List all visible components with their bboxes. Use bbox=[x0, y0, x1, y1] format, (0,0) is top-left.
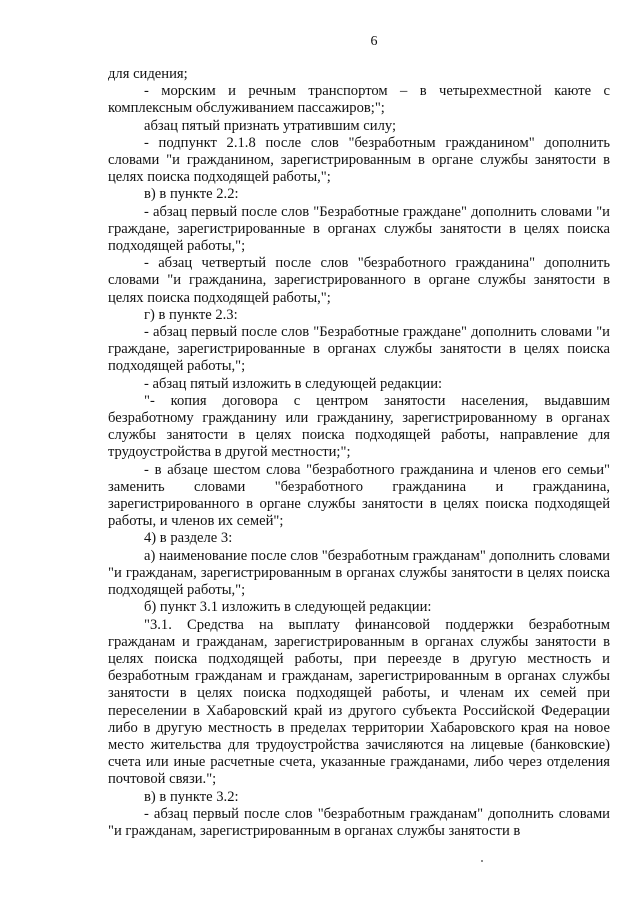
paragraph: б) пункт 3.1 изложить в следующей редакции: bbox=[144, 599, 432, 616]
paragraph: в) в пункте 2.2: bbox=[144, 186, 239, 203]
paragraph: - абзац первый после слов "Безработные граждане" дополнить словами "и граждане, зарегистрированные в органах службы занятости в целях поиска подходящей работы,"; bbox=[108, 203, 610, 255]
paragraph: - подпункт 2.1.8 после слов "безработным гражданином" дополнить словами "и гражданином, зарегистрированным в органе службы занятости в целях поиска подходящей работы,"; bbox=[108, 134, 610, 186]
paragraph: г) в пункте 2.3: bbox=[144, 306, 238, 323]
page-number: 6 bbox=[370, 34, 378, 49]
paragraph: - в абзаце шестом слова "безработного гражданина и членов его семьи" заменить словами "безработного гражданина и гражданина, зарегистрированного в органе службы занятости в целях поиска подходящей работы, и членов их семей"; bbox=[108, 461, 610, 530]
scan-speck bbox=[481, 860, 483, 862]
paragraph: "3.1. Средства на выплату финансовой поддержки безработным гражданам и гражданам, зарегистрированным в органах службы занятости в целях поиска подходящей работы, при переезде в другую местность и безработным гражданам и гражданам, зарегистрированным в органах службы занятости в целях поиска подходящей работы, и членам их семей при переселении в Хабаровский край из другого субъекта Российской Федерации либо в другую местность в пределах территории Хабаровского края на новое место жительства для трудоустройства зачисляются на лицевые (банковские) счета или иные расчетные счета, указанные гражданами, либо через отделения почтовой связи."; bbox=[108, 616, 610, 788]
paragraph: - абзац пятый изложить в следующей редакции: bbox=[144, 375, 443, 392]
paragraph: для сидения; bbox=[108, 66, 188, 82]
paragraph: абзац пятый признать утратившим силу; bbox=[144, 117, 397, 134]
paragraph: 4) в разделе 3: bbox=[144, 530, 233, 547]
document-body bbox=[108, 66, 610, 840]
paragraph: - абзац первый после слов "безработным гражданам" дополнить словами "и гражданам, зарегистрированным в органах службы занятости в bbox=[108, 805, 610, 839]
paragraph: - абзац четвертый после слов "безработного гражданина" дополнить словами "и гражданина, зарегистрированного в органе службы занятости в целях поиска подходящей работы,"; bbox=[108, 255, 610, 306]
paragraph: в) в пункте 3.2: bbox=[144, 788, 239, 805]
paragraph: а) наименование после слов "безработным гражданам" дополнить словами "и гражданам, зарегистрированным в органах службы занятости в целях поиска подходящей работы,"; bbox=[108, 547, 610, 599]
paragraph: - морским и речным транспортом – в четырехместной каюте с комплексным обслуживанием пассажиров;"; bbox=[108, 83, 610, 117]
paragraph: "- копия договора с центром занятости населения, выдавшим безработному гражданину или гражданину, зарегистрированному в органах службы занятости в целях поиска подходящей работы, направление для трудоустройства в другой местности;"; bbox=[108, 392, 610, 461]
paragraph: - абзац первый после слов "Безработные граждане" дополнить словами "и граждане, зарегистрированные в органах службы занятости в целях поиска подходящей работы,"; bbox=[108, 324, 610, 375]
